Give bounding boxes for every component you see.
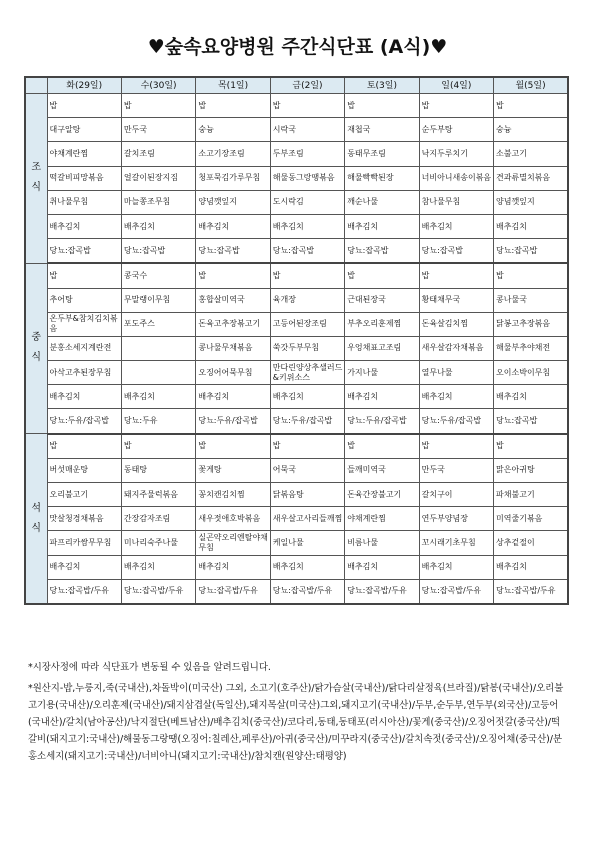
menu-cell: 배추김치 [345,214,419,238]
menu-cell: 동태탕 [121,458,195,482]
menu-cell: 견과류멸치볶음 [494,166,568,190]
day-header: 목(1일) [196,77,270,94]
menu-cell: 근대된장국 [345,288,419,312]
menu-cell: 배추김치 [121,385,195,409]
meal-row [25,190,568,214]
menu-cell: 케일나물 [270,531,344,555]
menu-cell: 돈육살김치찜 [419,312,493,336]
menu-cell: 꼬시래기초무침 [419,531,493,555]
menu-cell: 배추김치 [47,385,121,409]
menu-cell: 부추오리훈제찜 [345,312,419,336]
menu-cell: 낙지두루치기 [419,142,493,166]
menu-cell: 새우젓애호박볶음 [196,507,270,531]
menu-cell: 양념깻잎지 [494,190,568,214]
menu-cell: 밥 [121,434,195,459]
meal-label-char: 식 [31,522,42,534]
menu-cell: 밥 [270,94,344,118]
day-header: 토(3일) [345,77,419,94]
menu-cell: 당뇨:잡곡밥/두유 [47,579,121,604]
meal-row [25,458,568,482]
menu-cell: 새우살감자채볶음 [419,336,493,360]
menu-cell: 밥 [196,263,270,288]
menu-cell: 배추김치 [345,555,419,579]
menu-cell: 배추김치 [345,385,419,409]
menu-cell: 추어탕 [47,288,121,312]
menu-cell: 오이소박이무침 [494,361,568,385]
menu-cell: 황태채무국 [419,288,493,312]
menu-cell: 숭늉 [494,118,568,142]
menu-cell: 배추김치 [121,214,195,238]
menu-cell: 고등어된장조림 [270,312,344,336]
meal-row [25,385,568,409]
menu-cell: 밥 [345,263,419,288]
menu-cell: 배추김치 [419,214,493,238]
menu-cell: 소고기장조림 [196,142,270,166]
menu-cell: 청포묵김가루무침 [196,166,270,190]
menu-cell: 돈육고추장볶고기 [196,312,270,336]
menu-cell: 깨순나물 [345,190,419,214]
menu-cell: 취나물무침 [47,190,121,214]
menu-cell: 배추김치 [270,385,344,409]
menu-cell: 꽃게탕 [196,458,270,482]
menu-cell: 당뇨:잡곡밥 [196,239,270,264]
menu-cell: 상추겉절이 [494,531,568,555]
menu-cell: 대구알탕 [47,118,121,142]
meal-row [25,336,568,360]
menu-cell: 꽁치캔김치찜 [196,483,270,507]
menu-cell: 숭늉 [196,118,270,142]
menu-cell: 소불고기 [494,142,568,166]
menu-cell: 밥 [47,263,121,288]
menu-cell: 밥 [494,434,568,459]
menu-cell: 파채불고기 [494,483,568,507]
day-header: 금(2일) [270,77,344,94]
menu-cell: 시락국 [270,118,344,142]
origin-notice: *원산지-밥,누룽지,죽(국내산),차돌박이(미국산) 그외, 소고기(호주산)/닭가슴살(국내산)/닭다리살정육(브라질)/닭봉(국내산)/오리불고기용(국내산)/오리훈제(국내산)/돼지삼겹살(독일산),돼지목살(미국산)그외,돼지고기(국내산)/두부,순두부,연두부(외국산)/고등어(국내산)/갈치(남아공산)/낙지절단(베트남산)/배추김치(중국산)/코다리,동태,동태포(러시아산)/꽃게(중국산)/오징어젓갈(중국산)/떡갈비(돼지고기:국내산)/해물동그랑땡(오징어:칠레산,페루산)/아귀(중국산)/미꾸라지(중국산)/갈치속젓(중국산)/오징어채(중국산)/분홍소세지(돼지고기:국내산)/너비아니(돼지고기:국내산)/참치캔(원양산:태평양) [28,683,564,762]
menu-cell: 콩국수 [121,263,195,288]
meal-row [25,239,568,264]
menu-cell: 배추김치 [494,214,568,238]
menu-cell: 가지나물 [345,361,419,385]
menu-cell: 미나리숙주나물 [121,531,195,555]
menu-cell: 밥 [47,94,121,118]
day-header-row [25,77,568,94]
menu-cell: 당뇨:잡곡밥/두유 [345,579,419,604]
meal-label-char: 조 [31,162,42,174]
menu-cell: 밥 [419,434,493,459]
menu-cell: 밥 [196,94,270,118]
meal-row [25,434,568,459]
day-header: 수(30일) [121,77,195,94]
menu-cell: 야채계란찜 [345,507,419,531]
menu-cell: 떡갈비피망볶음 [47,166,121,190]
meal-row [25,555,568,579]
meal-row [25,288,568,312]
notes-section [28,659,568,769]
menu-cell: 배추김치 [419,385,493,409]
menu-cell: 닭봉고추장볶음 [494,312,568,336]
menu-cell: 돼지주물럭볶음 [121,483,195,507]
meal-label-char: 식 [31,352,42,364]
menu-cell: 배추김치 [270,214,344,238]
menu-cell: 얼갈이된장지짐 [121,166,195,190]
menu-cell: 당뇨:잡곡밥 [47,239,121,264]
menu-cell: 우엉채표고조림 [345,336,419,360]
menu-cell: 밥 [345,434,419,459]
menu-cell: 동태무조림 [345,142,419,166]
meal-row [25,118,568,142]
meal-label-char: 식 [31,182,42,194]
menu-cell: 당뇨:잡곡밥 [345,239,419,264]
menu-cell: 간장감자조림 [121,507,195,531]
meal-label-char: 석 [31,502,42,514]
menu-cell: 도시락김 [270,190,344,214]
menu-cell: 홍합살미역국 [196,288,270,312]
menu-cell: 당뇨:두유 [121,409,195,434]
menu-cell: 배추김치 [270,555,344,579]
meal-row [25,507,568,531]
meal-row [25,361,568,385]
menu-cell: 파프리카쌈무무침 [47,531,121,555]
menu-cell: 미역줄기볶음 [494,507,568,531]
menu-cell: 분홍소세지계란전 [47,336,121,360]
menu-cell: 배추김치 [196,385,270,409]
menu-cell: 갈치구이 [419,483,493,507]
menu-cell: 당뇨:잡곡밥 [494,239,568,264]
menu-cell: 해물부추야채전 [494,336,568,360]
menu-cell: 육개장 [270,288,344,312]
menu-cell: 당뇨:잡곡밥/두유 [494,579,568,604]
meal-row [25,483,568,507]
menu-cell: 배추김치 [419,555,493,579]
menu-cell: 닭볶음탕 [270,483,344,507]
menu-cell [121,336,195,360]
menu-cell: 밥 [47,434,121,459]
meal-row [25,263,568,288]
menu-cell: 당뇨:잡곡밥/두유 [121,579,195,604]
menu-cell: 두부조림 [270,142,344,166]
menu-cell: 당뇨:잡곡밥/두유 [270,579,344,604]
menu-cell: 아삭고추된장무침 [47,361,121,385]
menu-cell: 당뇨:잡곡밥/두유 [196,579,270,604]
meal-row [25,94,568,118]
menu-cell: 밥 [419,263,493,288]
menu-cell: 당뇨:두유/잡곡밥 [419,409,493,434]
menu-cell: 너비아니새송이볶음 [419,166,493,190]
menu-cell: 재첩국 [345,118,419,142]
menu-cell: 만다린양상추샐러드&키위소스 [270,361,344,385]
menu-cell: 참나물무침 [419,190,493,214]
menu-cell: 당뇨:잡곡밥 [121,239,195,264]
menu-cell: 포도주스 [121,312,195,336]
menu-cell: 배추김치 [47,555,121,579]
menu-cell: 밥 [494,263,568,288]
menu-cell: 돈육간장불고기 [345,483,419,507]
menu-cell: 밥 [494,94,568,118]
menu-cell: 갈치조림 [121,142,195,166]
menu-cell: 콩나물국 [494,288,568,312]
menu-cell: 실곤약오리엔탈야채무침 [196,531,270,555]
menu-cell: 오징어어묵무침 [196,361,270,385]
menu-cell: 연두부양념장 [419,507,493,531]
day-header: 월(5일) [494,77,568,94]
meal-row [25,166,568,190]
menu-body [25,94,568,604]
page-title: ♥숲속요양병원 주간식단표 (A식)♥ [147,36,448,58]
weekly-menu-table [24,76,569,605]
menu-cell: 당뇨:잡곡밥 [494,409,568,434]
menu-cell: 만두국 [121,118,195,142]
meal-row [25,531,568,555]
meal-label [25,434,47,604]
header-corner [25,77,47,94]
day-header: 일(4일) [419,77,493,94]
menu-cell: 밥 [121,94,195,118]
menu-cell: 당뇨:두유/잡곡밥 [196,409,270,434]
menu-cell: 쑥갓두부무침 [270,336,344,360]
menu-cell: 밥 [345,94,419,118]
menu-cell: 비름나물 [345,531,419,555]
menu-cell: 온두부&참치김치볶음 [47,312,121,336]
meal-label [25,94,47,264]
menu-cell: 밥 [270,434,344,459]
menu-cell: 배추김치 [196,214,270,238]
meal-row [25,214,568,238]
menu-cell: 야채계란찜 [47,142,121,166]
menu-cell: 오리불고기 [47,483,121,507]
menu-cell: 당뇨:두유/잡곡밥 [47,409,121,434]
meal-row [25,312,568,336]
menu-cell: 배추김치 [494,385,568,409]
menu-cell: 해물빡빡된장 [345,166,419,190]
menu-cell: 배추김치 [47,214,121,238]
menu-cell: 배추김치 [196,555,270,579]
menu-cell: 당뇨:잡곡밥 [270,239,344,264]
menu-cell: 당뇨:잡곡밥/두유 [419,579,493,604]
menu-cell: 배추김치 [494,555,568,579]
menu-cell: 콩나물무채볶음 [196,336,270,360]
menu-cell: 밥 [270,263,344,288]
menu-cell: 새우살고사리들깨찜 [270,507,344,531]
meal-row [25,579,568,604]
menu-cell: 당뇨:두유/잡곡밥 [270,409,344,434]
menu-cell: 순두부탕 [419,118,493,142]
menu-cell: 당뇨:잡곡밥 [419,239,493,264]
menu-cell: 만두국 [419,458,493,482]
menu-cell: 배추김치 [121,555,195,579]
menu-cell: 열무나물 [419,361,493,385]
meal-row [25,142,568,166]
menu-cell: 어묵국 [270,458,344,482]
meal-row [25,409,568,434]
meal-label [25,263,47,433]
day-header: 화(29일) [47,77,121,94]
menu-cell: 밥 [196,434,270,459]
menu-cell [121,361,195,385]
price-change-notice: *시장사정에 따라 식단표가 변동될 수 있음을 알려드립니다. [28,662,271,673]
menu-cell: 해물동그랑땡볶음 [270,166,344,190]
meal-label-char: 중 [31,332,42,344]
menu-cell: 밥 [419,94,493,118]
menu-cell: 마늘쫑조무침 [121,190,195,214]
menu-cell: 당뇨:두유/잡곡밥 [345,409,419,434]
menu-cell: 무말랭이무침 [121,288,195,312]
menu-cell: 양념깻잎지 [196,190,270,214]
menu-cell: 들깨미역국 [345,458,419,482]
menu-cell: 맑은아귀탕 [494,458,568,482]
menu-cell: 버섯매운탕 [47,458,121,482]
menu-cell: 맛살청경채볶음 [47,507,121,531]
